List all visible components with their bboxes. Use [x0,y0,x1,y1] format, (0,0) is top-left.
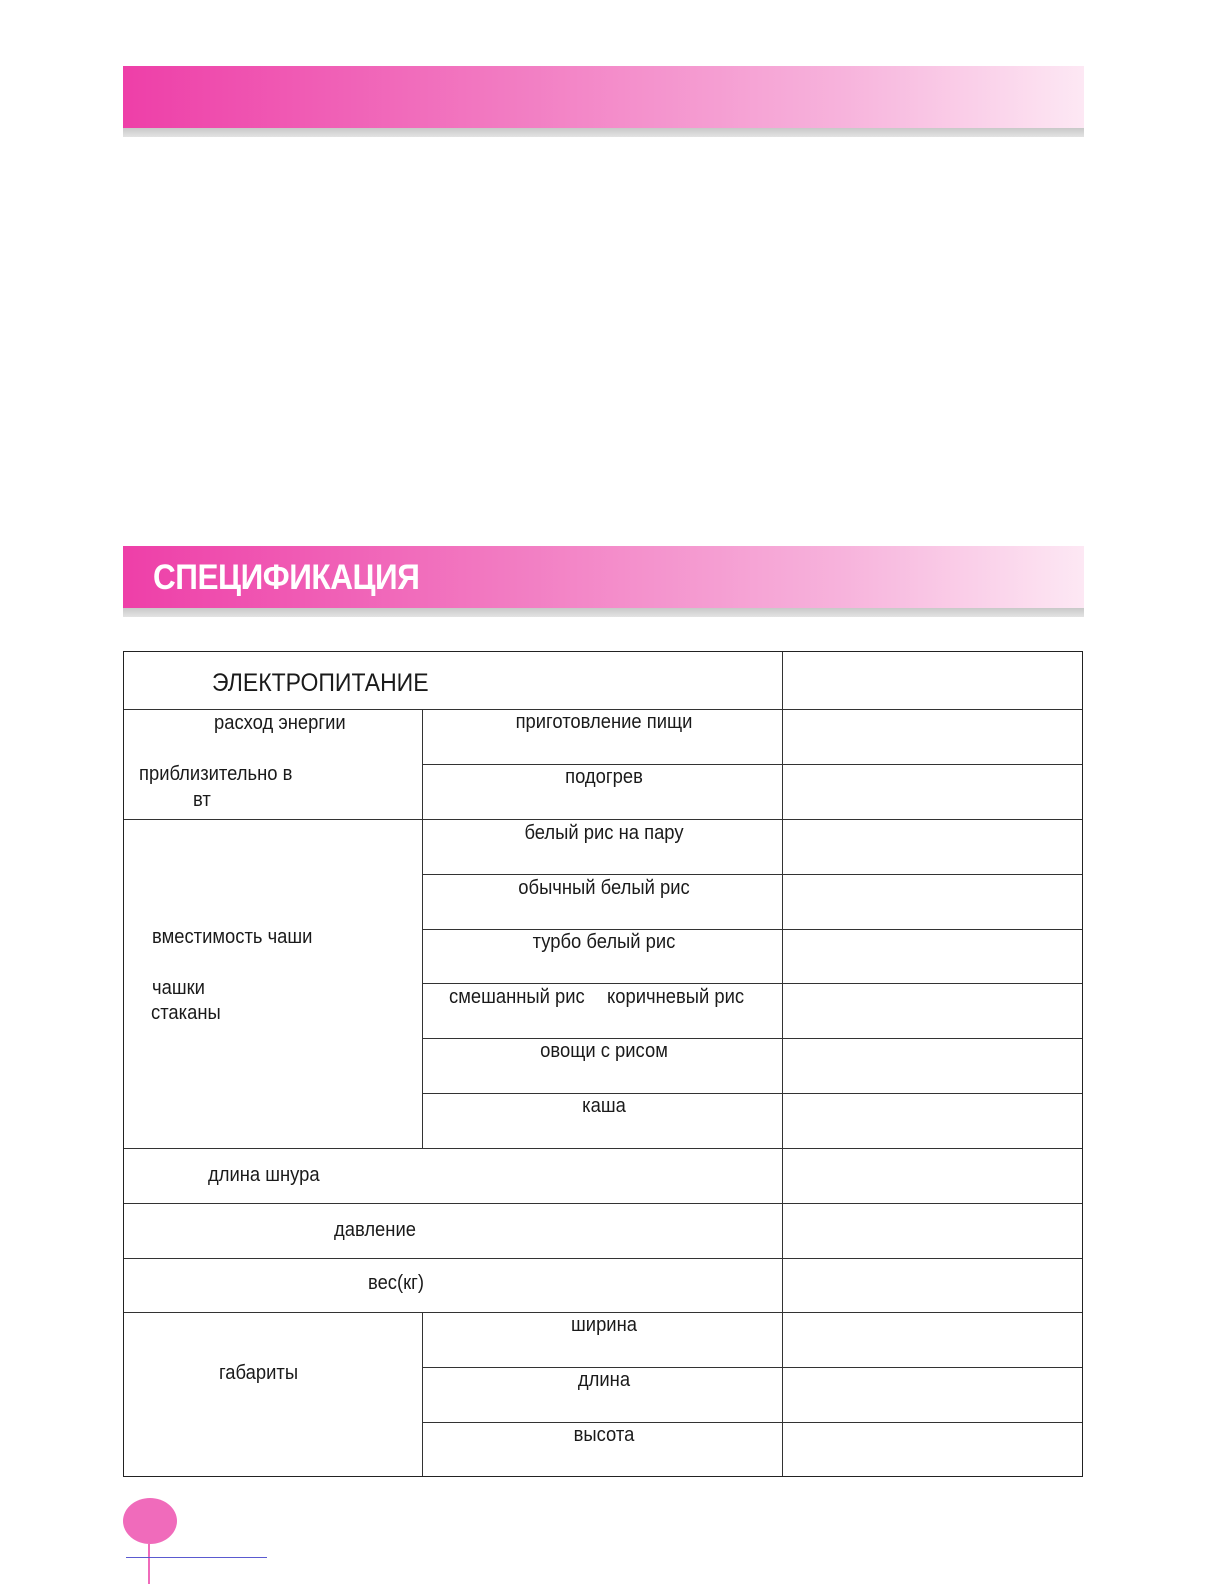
turbo-white-rice-label: турбо белый рис [532,931,676,953]
table-divider [422,874,1082,875]
length-label: длина [577,1369,631,1391]
section-title: СПЕЦИФИКАЦИЯ [153,558,420,597]
vegetables-with-rice-label: овощи с рисом [540,1040,668,1062]
table-divider [124,1258,1082,1259]
spec-banner [123,546,1084,608]
table-divider [124,1203,1082,1204]
unit-glasses: стаканы [151,1002,221,1024]
dimensions-label: габариты [219,1362,299,1384]
porridge-label: каша [582,1095,626,1117]
warming-label: подогрев [565,766,643,788]
table-divider [422,983,1082,984]
table-divider [124,1148,1082,1149]
pressure-label: давление [334,1219,416,1241]
energy-consumption-label: расход энергии [214,712,346,734]
table-divider [422,1312,423,1476]
width-label: ширина [571,1314,637,1336]
energy-unit-line1: приблизительно в [139,763,293,785]
top-banner [123,66,1084,128]
regular-white-rice-label: обычный белый рис [518,877,690,899]
page-underline [126,1557,267,1558]
bowl-capacity-label: вместимость чаши [152,926,313,948]
cord-length-label: длина шнура [208,1164,320,1186]
power-supply-label: ЭЛЕКТРОПИТАНИЕ [212,669,429,697]
cooking-label: приготовление пищи [515,711,693,733]
page-marker-stem [148,1544,150,1584]
unit-cups: чашки [152,977,205,999]
spec-banner-shadow [123,608,1084,617]
mixed-rice-label: смешанный рис [449,986,585,1008]
table-divider [782,652,783,1476]
energy-unit-line2: вт [193,789,211,811]
table-divider [124,819,1082,820]
spec-table [123,651,1083,1477]
page-marker-dot [123,1498,177,1544]
top-banner-shadow [123,128,1084,137]
weight-label: вес(кг) [368,1272,425,1294]
height-label: высота [573,1424,635,1446]
steamed-white-rice-label: белый рис на пару [524,822,684,844]
brown-rice-label: коричневый рис [607,986,745,1008]
